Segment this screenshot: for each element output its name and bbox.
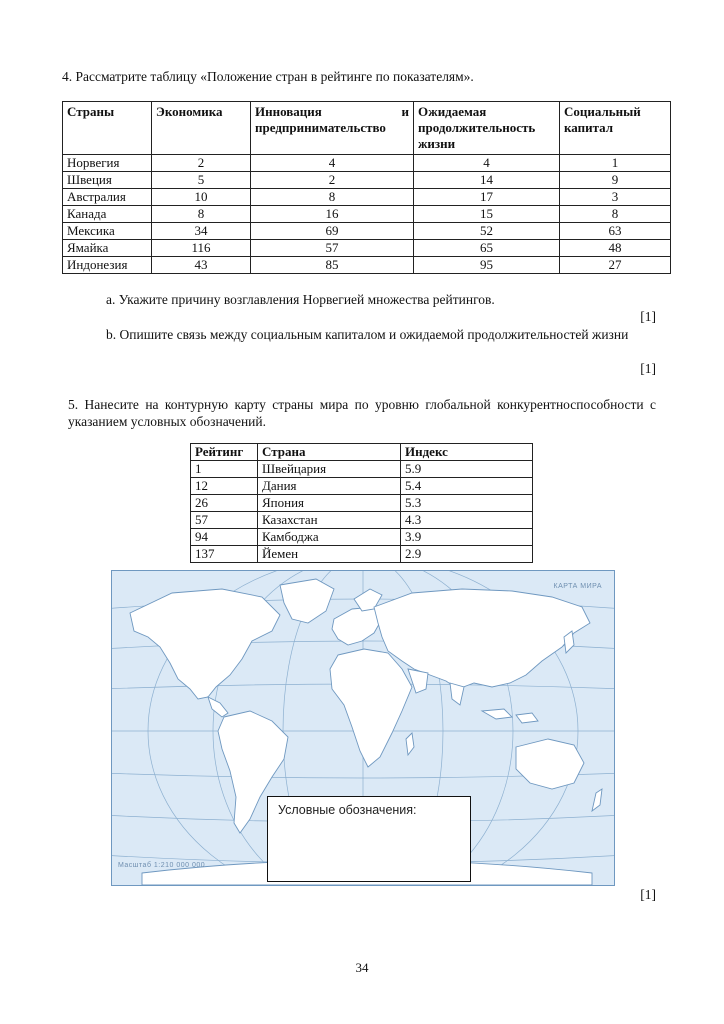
mark-5: [1] — [640, 887, 656, 902]
competitiveness-cell-country: Камбоджа — [258, 529, 401, 546]
ranking-cell-economy: 43 — [152, 257, 251, 274]
competitiveness-cell-rank: 57 — [191, 512, 258, 529]
ranking-row — [63, 206, 671, 223]
ranking-cell-country: Индонезия — [63, 257, 152, 274]
ranking-cell-economy: 2 — [152, 155, 251, 172]
header-innovation-word2: предпринимательство — [255, 120, 386, 135]
competitiveness-cell-index: 5.3 — [401, 495, 533, 512]
header-economy: Экономика — [152, 102, 251, 155]
ranking-cell-innovation: 85 — [251, 257, 414, 274]
task-4b: b. Опишите связь между социальным капиталом и ожидаемой продолжительностей жизни — [106, 327, 629, 342]
competitiveness-cell-index: 3.9 — [401, 529, 533, 546]
ranking-cell-life: 17 — [414, 189, 560, 206]
map-corner-label: КАРТА МИРА — [553, 583, 602, 590]
question-4-title: 4. Рассматрите таблицу «Положение стран в рейтинге по показателям». — [62, 69, 474, 84]
ranking-cell-life: 95 — [414, 257, 560, 274]
competitiveness-cell-rank: 12 — [191, 478, 258, 495]
competitiveness-header-row — [191, 444, 533, 461]
competitiveness-cell-country: Дания — [258, 478, 401, 495]
ranking-cell-life: 52 — [414, 223, 560, 240]
ranking-cell-innovation: 8 — [251, 189, 414, 206]
question-5-title: 5. Нанесите на контурную карту страны мира по уровню глобальной конкурентноспособности с указанием условных обозначений. — [68, 397, 656, 429]
ranking-cell-innovation: 2 — [251, 172, 414, 189]
ranking-cell-innovation: 4 — [251, 155, 414, 172]
header-life-expectancy: Ожидаемая продолжительность жизни — [414, 102, 560, 155]
mark-4a: [1] — [640, 309, 656, 324]
ranking-cell-economy: 116 — [152, 240, 251, 257]
ranking-cell-life: 15 — [414, 206, 560, 223]
header-social-capital: Социальный капитал — [560, 102, 671, 155]
header-innovation-word: Инновация — [255, 104, 322, 119]
competitiveness-row — [191, 461, 533, 478]
competitiveness-cell-country: Швейцария — [258, 461, 401, 478]
ranking-cell-country: Норвегия — [63, 155, 152, 172]
ranking-cell-social: 3 — [560, 189, 671, 206]
page-number: 34 — [355, 960, 369, 975]
competitiveness-row — [191, 546, 533, 563]
ranking-cell-social: 8 — [560, 206, 671, 223]
competitiveness-cell-country: Йемен — [258, 546, 401, 563]
mark-4b: [1] — [640, 361, 656, 376]
competitiveness-cell-index: 2.9 — [401, 546, 533, 563]
map-legend-box — [267, 796, 471, 882]
ranking-cell-life: 4 — [414, 155, 560, 172]
ranking-cell-country: Канада — [63, 206, 152, 223]
ranking-cell-country: Швеция — [63, 172, 152, 189]
ranking-cell-economy: 10 — [152, 189, 251, 206]
ranking-header-row — [63, 102, 671, 155]
ranking-cell-country: Мексика — [63, 223, 152, 240]
header-rank: Рейтинг — [191, 444, 258, 461]
competitiveness-cell-rank: 26 — [191, 495, 258, 512]
competitiveness-row — [191, 529, 533, 546]
competitiveness-cell-rank: 137 — [191, 546, 258, 563]
competitiveness-cell-country: Казахстан — [258, 512, 401, 529]
task-4a: a. Укажите причину возглавления Норвегией множества рейтингов. — [106, 292, 495, 307]
competitiveness-cell-rank: 1 — [191, 461, 258, 478]
ranking-row — [63, 257, 671, 274]
ranking-cell-innovation: 16 — [251, 206, 414, 223]
ranking-row — [63, 223, 671, 240]
ranking-cell-life: 65 — [414, 240, 560, 257]
ranking-table — [62, 101, 671, 274]
ranking-cell-economy: 8 — [152, 206, 251, 223]
ranking-cell-innovation: 69 — [251, 223, 414, 240]
ranking-cell-economy: 34 — [152, 223, 251, 240]
competitiveness-row — [191, 478, 533, 495]
ranking-row — [63, 155, 671, 172]
header-country-2: Страна — [258, 444, 401, 461]
ranking-row — [63, 172, 671, 189]
ranking-cell-innovation: 57 — [251, 240, 414, 257]
competitiveness-cell-index: 4.3 — [401, 512, 533, 529]
competitiveness-cell-index: 5.9 — [401, 461, 533, 478]
competitiveness-row — [191, 495, 533, 512]
ranking-cell-social: 63 — [560, 223, 671, 240]
ranking-cell-social: 9 — [560, 172, 671, 189]
ranking-row — [63, 189, 671, 206]
ranking-cell-country: Ямайка — [63, 240, 152, 257]
map-scale-label: Масштаб 1:210 000 000 — [118, 862, 206, 869]
ranking-cell-social: 1 — [560, 155, 671, 172]
competitiveness-cell-index: 5.4 — [401, 478, 533, 495]
competitiveness-row — [191, 512, 533, 529]
competitiveness-cell-rank: 94 — [191, 529, 258, 546]
competitiveness-table — [190, 443, 533, 563]
ranking-cell-social: 27 — [560, 257, 671, 274]
header-innovation — [251, 102, 414, 155]
header-innovation-and: и — [401, 104, 409, 119]
legend-title: Условные обозначения: — [278, 803, 417, 817]
ranking-cell-country: Австралия — [63, 189, 152, 206]
competitiveness-cell-country: Япония — [258, 495, 401, 512]
ranking-row — [63, 240, 671, 257]
header-country: Страны — [63, 102, 152, 155]
ranking-cell-economy: 5 — [152, 172, 251, 189]
ranking-cell-life: 14 — [414, 172, 560, 189]
ranking-cell-social: 48 — [560, 240, 671, 257]
header-index: Индекс — [401, 444, 533, 461]
